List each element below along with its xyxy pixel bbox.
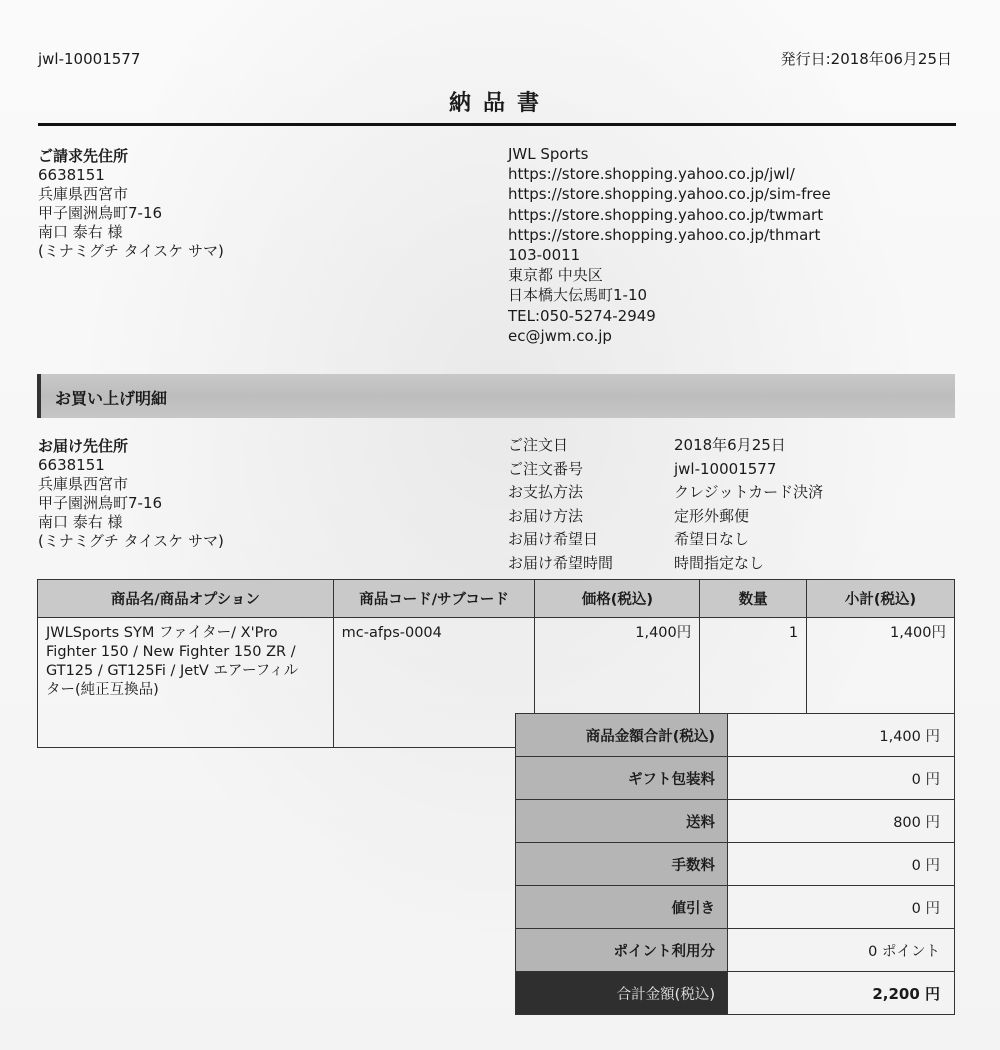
totals-label: ギフト包装料 (516, 757, 728, 800)
order-info-value: 時間指定なし (674, 553, 765, 572)
section-header (37, 374, 955, 418)
order-info-row (508, 481, 823, 505)
billing-pref-city: 兵庫県西宮市 (38, 185, 129, 203)
order-info (508, 434, 823, 575)
seller-url: https://store.shopping.yahoo.co.jp/sim-free (508, 185, 831, 204)
totals-value: 800 円 (728, 800, 955, 843)
seller-url: https://store.shopping.yahoo.co.jp/twmart (508, 205, 824, 224)
order-info-row (508, 552, 823, 576)
order-info-label: お届け希望時間 (508, 553, 614, 572)
order-info-label: お届け方法 (508, 506, 584, 525)
order-info-label: お支払方法 (508, 483, 584, 501)
column-header: 小計(税込) (807, 580, 955, 618)
grand-total-value: 2,200 円 (728, 972, 955, 1015)
seller-name: JWL Sports (508, 145, 589, 163)
delivery-pref-city: 兵庫県西宮市 (38, 475, 129, 493)
order-info-label: ご注文日 (508, 436, 569, 454)
issue-date: 発行日:2018年06月25日 (780, 50, 952, 68)
seller-street: 日本橋大伝馬町1-10 (508, 286, 648, 305)
order-info-label: お届け希望日 (508, 530, 599, 548)
order-info-value: クレジットカード決済 (674, 483, 824, 501)
billing-kana: (ミナミグチ タイスケ サマ) (38, 242, 224, 260)
totals-table (515, 713, 955, 1015)
totals-row (516, 843, 955, 886)
billing-name: 南口 泰右 様 (38, 223, 123, 241)
totals-value: 0 円 (728, 757, 955, 800)
seller-email: ec@jwm.co.jp (508, 326, 612, 345)
item-name-line: GT125 / GT125Fi / JetV エアーフィル (46, 663, 299, 679)
seller-url: https://store.shopping.yahoo.co.jp/jwl/ (508, 165, 795, 184)
totals-value: 1,400 円 (728, 714, 955, 757)
order-number: jwl-10001577 (38, 50, 141, 68)
document-title: 納品書 (448, 91, 551, 116)
billing-address (38, 147, 224, 261)
billing-street: 甲子園洲鳥町7-16 (38, 204, 163, 222)
totals-row (516, 929, 955, 972)
totals-row (516, 714, 955, 757)
item-name-line: Fighter 150 / New Fighter 150 ZR / (46, 644, 296, 660)
column-header: 商品コード/サブコード (333, 580, 535, 618)
item-qty: 1 (700, 618, 807, 748)
order-info-value: 定形外郵便 (674, 506, 750, 525)
order-info-label: ご注文番号 (508, 459, 584, 478)
delivery-postal: 6638151 (38, 456, 105, 474)
section-title: お買い上げ明細 (55, 389, 168, 408)
billing-heading: ご請求先住所 (38, 147, 129, 165)
seller-postal: 103-0011 (508, 246, 581, 265)
seller-url: https://store.shopping.yahoo.co.jp/thmart (508, 225, 821, 244)
delivery-address (38, 437, 224, 551)
totals-label: 手数料 (516, 843, 728, 886)
totals-row (516, 800, 955, 843)
totals-label: 値引き (516, 886, 728, 929)
order-info-value: 希望日なし (674, 530, 750, 548)
item-code: mc-afps-0004 (333, 618, 535, 748)
order-info-row (508, 458, 823, 482)
totals-row (516, 757, 955, 800)
column-header: 価格(税込) (535, 580, 700, 618)
item-subtotal: 1,400円 (807, 618, 955, 748)
item-name-cell (38, 618, 334, 748)
totals-value: 0 円 (728, 886, 955, 929)
column-header: 数量 (700, 580, 807, 618)
delivery-heading: お届け先住所 (38, 437, 129, 455)
order-info-row (508, 505, 823, 529)
order-info-value: jwl-10001577 (674, 459, 777, 478)
item-name-line: ター(純正互換品) (46, 682, 159, 698)
totals-label: ポイント利用分 (516, 929, 728, 972)
order-info-row (508, 528, 823, 552)
totals-value: 0 ポイント (728, 929, 955, 972)
grand-total-row (516, 972, 955, 1015)
order-info-row (508, 434, 823, 458)
delivery-street: 甲子園洲鳥町7-16 (38, 494, 163, 512)
totals-label: 商品金額合計(税込) (516, 714, 728, 757)
totals-label: 送料 (516, 800, 728, 843)
seller-city: 東京都 中央区 (508, 266, 603, 285)
totals-value: 0 円 (728, 843, 955, 886)
totals-row (516, 886, 955, 929)
seller-info (508, 144, 831, 346)
title-divider (38, 123, 956, 126)
seller-tel: TEL:050-5274-2949 (508, 306, 656, 325)
column-header: 商品名/商品オプション (38, 580, 334, 618)
delivery-kana: (ミナミグチ タイスケ サマ) (38, 532, 224, 550)
delivery-name: 南口 泰右 様 (38, 513, 123, 531)
item-price: 1,400円 (535, 618, 700, 748)
grand-total-label: 合計金額(税込) (516, 972, 728, 1015)
billing-postal: 6638151 (38, 166, 105, 184)
items-header-row (38, 580, 955, 618)
order-info-value: 2018年6月25日 (674, 436, 786, 454)
item-name-line: JWLSports SYM ファイター/ X'Pro (46, 625, 278, 641)
